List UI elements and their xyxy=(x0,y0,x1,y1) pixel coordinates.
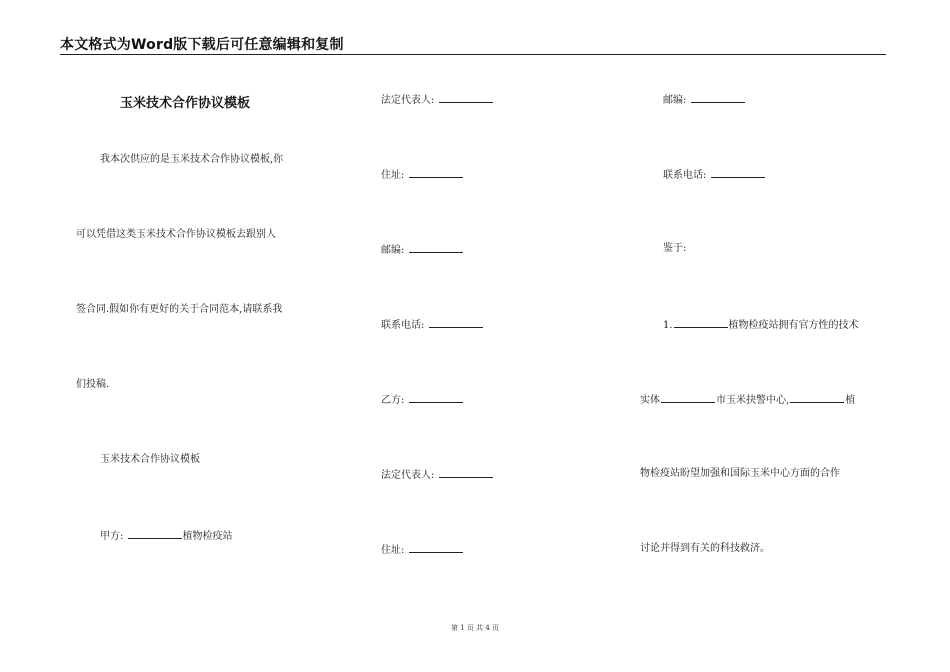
legal-rep-blank-1 xyxy=(439,92,493,103)
intro-line-1: 我本次供应的是玉米技术合作协议模板,你 xyxy=(100,154,284,165)
postcode-blank-1 xyxy=(409,242,463,253)
header-banner-text: 本文格式为Word版下载后可任意编辑和复制 xyxy=(60,37,344,53)
phone-blank-1 xyxy=(429,317,483,328)
phone-line-2 xyxy=(663,167,766,183)
document-title: 玉米技术合作协议模板 xyxy=(120,96,251,111)
clause-line-2-part-a: 实体 xyxy=(640,395,660,406)
phone-blank-2 xyxy=(711,167,765,178)
postcode-label-2: 邮编: xyxy=(663,95,690,106)
phone-label-1: 联系电话: xyxy=(381,320,428,331)
intro-line-2: 可以凭借这类玉米技术合作协议模板去跟别人 xyxy=(76,229,276,240)
intro-line-4: 们投稿. xyxy=(76,379,110,390)
clause-line-2-part-c: 植 xyxy=(845,395,856,406)
address-label-1: 住址: xyxy=(381,170,408,181)
postcode-label-1: 邮编: xyxy=(381,245,408,256)
legal-rep-label-1: 法定代表人: xyxy=(381,95,438,106)
whereas-heading: 鉴于: xyxy=(663,243,687,254)
postcode-line-1 xyxy=(381,242,464,258)
postcode-blank-2 xyxy=(691,92,745,103)
address-blank-1 xyxy=(409,167,463,178)
clause-line-4: 讨论并得到有关的科技救济。 xyxy=(640,543,770,554)
postcode-line-2 xyxy=(663,92,746,108)
address-label-2: 住址: xyxy=(381,545,408,556)
phone-label-2: 联系电话: xyxy=(663,170,710,181)
legal-rep-line-2 xyxy=(381,467,494,483)
address-blank-2 xyxy=(409,542,463,553)
legal-rep-line-1 xyxy=(381,92,494,108)
clause-line-3: 物检疫站盼望加强和国际玉米中心方面的合作 xyxy=(640,468,840,479)
party-a-org: 植物检疫站 xyxy=(182,531,233,542)
party-b-line xyxy=(381,392,464,408)
party-a-blank xyxy=(128,528,182,539)
phone-line-1 xyxy=(381,317,484,333)
legal-rep-blank-2 xyxy=(439,467,493,478)
party-b-label: 乙方: xyxy=(381,395,408,406)
page-indicator: 第 1 页 共 4 页 xyxy=(450,624,500,632)
intro-line-3: 签合同.假如你有更好的关于合同范本,请联系我 xyxy=(76,304,283,315)
party-a-line xyxy=(100,528,233,544)
clause-1-line xyxy=(663,317,859,333)
clause-line-2 xyxy=(640,392,855,408)
agreement-subtitle: 玉米技术合作协议模板 xyxy=(100,454,200,465)
clause-1-number: 1. xyxy=(663,320,673,331)
clause-1-blank xyxy=(674,317,728,328)
address-line-1 xyxy=(381,167,464,183)
address-line-2 xyxy=(381,542,464,558)
party-b-blank xyxy=(409,392,463,403)
clause-line-2-part-b: 市玉米抉警中心, xyxy=(716,395,790,406)
document-header xyxy=(60,34,886,55)
legal-rep-label-2: 法定代表人: xyxy=(381,470,438,481)
clause-1-text: 植物检疫站拥有官方性的技术 xyxy=(728,320,859,331)
clause-line-2-blank-a xyxy=(661,392,715,403)
party-a-label: 甲方: xyxy=(100,531,127,542)
clause-line-2-blank-b xyxy=(790,392,844,403)
